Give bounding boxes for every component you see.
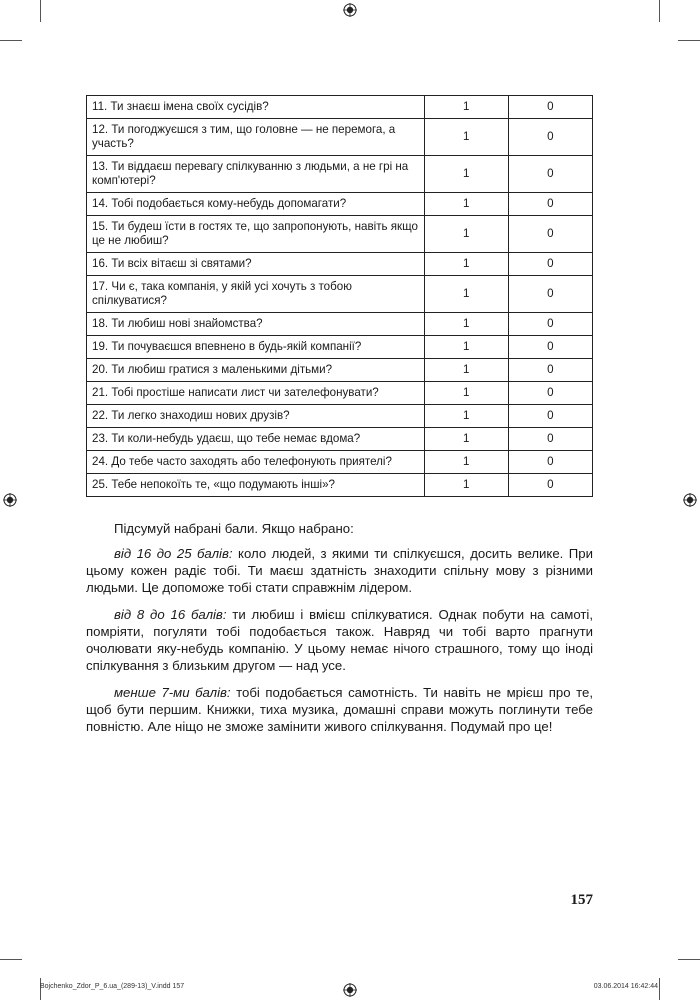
registration-mark-icon: [3, 493, 17, 507]
no-score: 0: [508, 216, 592, 253]
question-text: 11. Ти знаєш імена своїх сусідів?: [87, 96, 425, 119]
yes-score: 1: [424, 276, 508, 313]
registration-mark-icon: [343, 3, 357, 17]
no-score: 0: [508, 451, 592, 474]
summary-intro: Підсумуй набрані бали. Якщо набрано:: [114, 521, 354, 536]
question-text: 14. Тобі подобається кому-небудь допомагати?: [87, 193, 425, 216]
question-text: 17. Чи є, така компанія, у якій усі хочуть з тобою спілкуватися?: [87, 276, 425, 313]
yes-score: 1: [424, 216, 508, 253]
result-range: від 8 до 16 балів:: [114, 607, 227, 622]
no-score: 0: [508, 382, 592, 405]
question-text: 12. Ти погоджуєшся з тим, що головне — не перемога, а участь?: [87, 119, 425, 156]
question-text: 24. До тебе часто заходять або телефонують приятелі?: [87, 451, 425, 474]
table-row: [87, 474, 593, 497]
table-row: [87, 313, 593, 336]
table-row: [87, 119, 593, 156]
question-text: 15. Ти будеш їсти в гостях те, що запропонують, навіть якщо це не любиш?: [87, 216, 425, 253]
table-row: [87, 216, 593, 253]
table-row: [87, 382, 593, 405]
question-text: 18. Ти любиш нові знайомства?: [87, 313, 425, 336]
table-row: [87, 336, 593, 359]
yes-score: 1: [424, 253, 508, 276]
yes-score: 1: [424, 428, 508, 451]
yes-score: 1: [424, 156, 508, 193]
no-score: 0: [508, 405, 592, 428]
result-text: тобі подобається самотність. Ти навіть не мрієш про те, щоб бути першим. Книжки, тиха музика, домашні справи можуть поглинути тебе повністю. Але ніщо не зможе замінити живого спілкування. Подумай про це!: [86, 685, 593, 734]
no-score: 0: [508, 428, 592, 451]
result-text: ти любиш і вмієш спілкуватися. Однак побути на самоті, помріяти, погуляти тобі подобається також. Навряд чи тобі варто прагнути очолювати яку-небудь компанію. У цьому немає нічого страшного, тому що іноді спілкування з близьким другом — над усе.: [86, 607, 593, 673]
question-text: 25. Тебе непокоїть те, «що подумають інші»?: [87, 474, 425, 497]
no-score: 0: [508, 253, 592, 276]
no-score: 0: [508, 119, 592, 156]
crop-mark: [0, 959, 22, 960]
question-text: 20. Ти любиш гратися з маленькими дітьми?: [87, 359, 425, 382]
questionnaire-table: [86, 95, 593, 497]
crop-mark: [659, 978, 660, 1000]
no-score: 0: [508, 96, 592, 119]
table-row: [87, 428, 593, 451]
page-number: 157: [570, 892, 593, 908]
yes-score: 1: [424, 336, 508, 359]
yes-score: 1: [424, 313, 508, 336]
question-text: 22. Ти легко знаходиш нових друзів?: [87, 405, 425, 428]
result-text: коло людей, з якими ти спілкуєшся, досить велике. При цьому кожен радіє тобі. Ти маєш здатність знаходити спільну мову з різними людьми. Це допоможе тобі стати справжнім лідером.: [86, 546, 593, 595]
table-row: [87, 276, 593, 313]
no-score: 0: [508, 474, 592, 497]
table-row: [87, 96, 593, 119]
question-text: 13. Ти віддаєш перевагу спілкуванню з людьми, а не грі на комп'ютері?: [87, 156, 425, 193]
results-summary: [86, 520, 593, 745]
result-paragraph: [86, 684, 593, 735]
slug-file: Bojchenko_Zdor_P_6.ua_(289-13)_V.indd 157: [40, 983, 185, 990]
no-score: 0: [508, 276, 592, 313]
yes-score: 1: [424, 193, 508, 216]
yes-score: 1: [424, 451, 508, 474]
question-text: 16. Ти всіх вітаєш зі святами?: [87, 253, 425, 276]
table-row: [87, 156, 593, 193]
question-text: 19. Ти почуваєшся впевнено в будь-якій компанії?: [87, 336, 425, 359]
crop-mark: [659, 0, 660, 22]
crop-mark: [678, 959, 700, 960]
question-text: 21. Тобі простіше написати лист чи зателефонувати?: [87, 382, 425, 405]
result-paragraph: [86, 545, 593, 596]
no-score: 0: [508, 156, 592, 193]
registration-mark-icon: [683, 493, 697, 507]
result-range: від 16 до 25 балів:: [114, 546, 233, 561]
yes-score: 1: [424, 382, 508, 405]
no-score: 0: [508, 193, 592, 216]
table-row: [87, 253, 593, 276]
no-score: 0: [508, 336, 592, 359]
yes-score: 1: [424, 405, 508, 428]
no-score: 0: [508, 359, 592, 382]
crop-mark: [40, 0, 41, 22]
slug-datetime: 03.06.2014 16:42:44: [593, 983, 658, 990]
table-row: [87, 359, 593, 382]
table-row: [87, 193, 593, 216]
yes-score: 1: [424, 474, 508, 497]
registration-mark-icon: [343, 983, 357, 997]
no-score: 0: [508, 313, 592, 336]
result-range: менше 7-ми балів:: [114, 685, 231, 700]
crop-mark: [0, 40, 22, 41]
crop-mark: [678, 40, 700, 41]
table-row: [87, 451, 593, 474]
yes-score: 1: [424, 359, 508, 382]
yes-score: 1: [424, 96, 508, 119]
result-paragraph: [86, 606, 593, 674]
yes-score: 1: [424, 119, 508, 156]
table-row: [87, 405, 593, 428]
question-text: 23. Ти коли-небудь удаєш, що тебе немає вдома?: [87, 428, 425, 451]
